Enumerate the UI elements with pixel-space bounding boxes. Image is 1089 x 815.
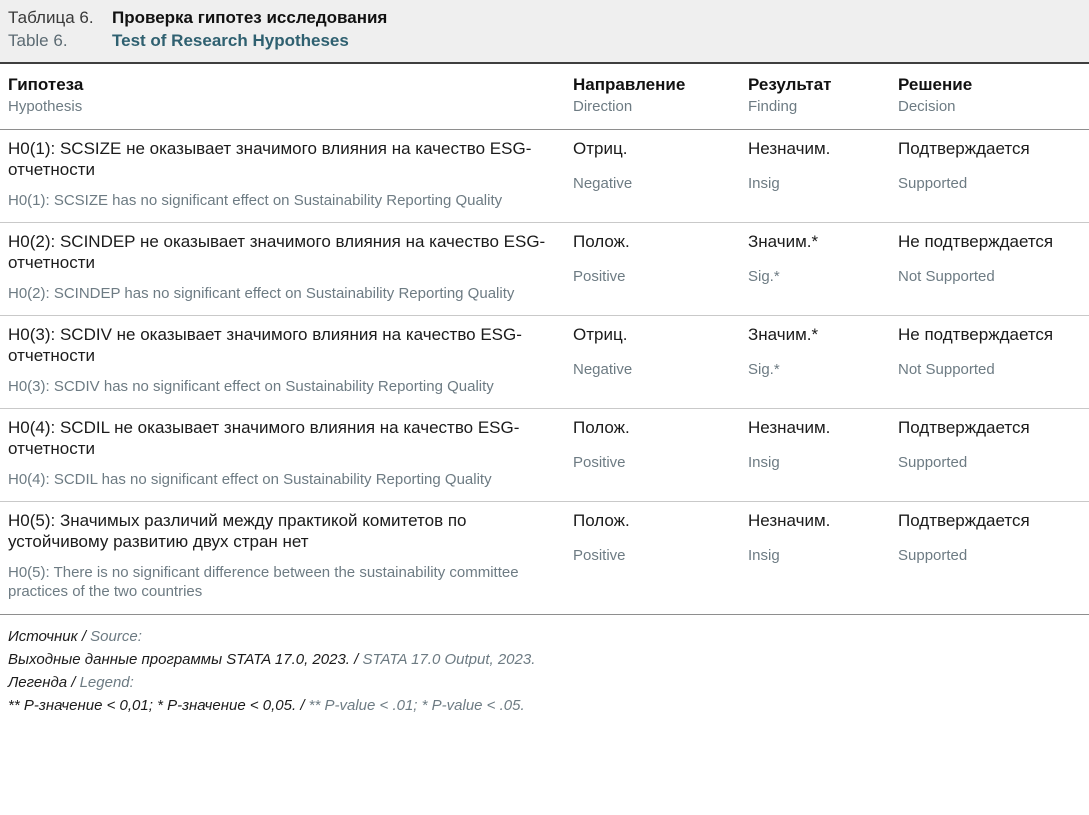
table-row <box>0 502 1089 614</box>
finding-ru: Значим.* <box>748 232 819 252</box>
source-label-ru: Источник / <box>8 627 91 645</box>
finding-ru: Значим.* <box>748 325 819 345</box>
source-label-en: Source: <box>90 627 142 645</box>
table-row <box>0 409 1089 502</box>
finding-ru: Незначим. <box>748 139 831 159</box>
direction-en: Positive <box>573 267 626 285</box>
column-header-direction <box>565 63 740 130</box>
cell-finding <box>740 316 890 409</box>
decision-ru: Подтверждается <box>898 511 1030 531</box>
table-row <box>0 223 1089 316</box>
direction-ru: Полож. <box>573 511 630 531</box>
cell-hypothesis <box>0 316 565 409</box>
column-header-finding-ru: Результат <box>748 75 832 94</box>
column-header-finding <box>740 63 890 130</box>
cell-decision <box>890 316 1089 409</box>
hypothesis-ru: H0(3): SCDIV не оказывает значимого влияния на качество ESG-отчетности <box>8 325 522 365</box>
table-header <box>0 63 1089 130</box>
decision-en: Supported <box>898 453 968 471</box>
finding-ru: Незначим. <box>748 418 831 438</box>
table-row <box>0 130 1089 223</box>
cell-finding <box>740 409 890 502</box>
column-header-hypothesis-ru: Гипотеза <box>8 75 84 94</box>
hypothesis-ru: H0(2): SCINDEP не оказывает значимого влияния на качество ESG-отчетности <box>8 232 546 272</box>
cell-decision <box>890 409 1089 502</box>
legend-value-en: ** P-value < .01; * P-value < .05. <box>308 697 525 715</box>
hypothesis-en: H0(3): SCDIV has no significant effect on Sustainability Reporting Quality <box>8 377 494 395</box>
cell-hypothesis <box>0 130 565 223</box>
cell-direction <box>565 502 740 614</box>
decision-ru: Подтверждается <box>898 139 1030 159</box>
cell-hypothesis <box>0 502 565 614</box>
cell-decision <box>890 223 1089 316</box>
caption-label-ru: Таблица 6. <box>8 8 94 27</box>
decision-ru: Не подтверждается <box>898 232 1054 252</box>
decision-ru: Подтверждается <box>898 418 1030 438</box>
table-notes <box>0 615 1089 718</box>
hypothesis-en: H0(2): SCINDEP has no significant effect on Sustainability Reporting Quality <box>8 284 515 302</box>
direction-en: Negative <box>573 360 633 378</box>
direction-en: Negative <box>573 174 633 192</box>
direction-ru: Отриц. <box>573 325 628 345</box>
legend-label-ru: Легенда / <box>8 674 80 692</box>
decision-en: Supported <box>898 546 968 564</box>
finding-en: Insig <box>748 453 780 471</box>
cell-hypothesis <box>0 409 565 502</box>
direction-ru: Полож. <box>573 232 630 252</box>
cell-direction <box>565 409 740 502</box>
column-header-decision-en: Decision <box>898 98 956 116</box>
source-value-ru: Выходные данные программы STATA 17.0, 2023. / <box>8 650 363 668</box>
cell-direction <box>565 130 740 223</box>
finding-en: Sig.* <box>748 360 780 378</box>
legend-value-line <box>8 694 1081 717</box>
caption-line-ru <box>8 8 1081 28</box>
caption-title-ru: Проверка гипотез исследования <box>112 8 388 27</box>
finding-en: Sig.* <box>748 267 780 285</box>
source-value-line <box>8 648 1081 671</box>
cell-decision <box>890 502 1089 614</box>
hypothesis-en: H0(1): SCSIZE has no significant effect on Sustainability Reporting Quality <box>8 191 503 209</box>
column-header-hypothesis <box>0 63 565 130</box>
cell-direction <box>565 223 740 316</box>
hypothesis-en: H0(4): SCDIL has no significant effect on Sustainability Reporting Quality <box>8 470 492 488</box>
direction-ru: Отриц. <box>573 139 628 159</box>
column-header-hypothesis-en: Hypothesis <box>8 98 83 116</box>
hypothesis-ru: H0(1): SCSIZE не оказывает значимого влияния на качество ESG-отчетности <box>8 139 532 179</box>
column-header-decision-ru: Решение <box>898 75 973 94</box>
column-header-direction-ru: Направление <box>573 75 686 94</box>
table-row <box>0 316 1089 409</box>
cell-direction <box>565 316 740 409</box>
finding-en: Insig <box>748 546 780 564</box>
caption-line-en <box>8 28 1081 51</box>
cell-finding <box>740 130 890 223</box>
legend-label-en: Legend: <box>79 674 134 692</box>
finding-en: Insig <box>748 174 780 192</box>
hypotheses-table <box>0 62 1089 615</box>
source-value-en: STATA 17.0 Output, 2023. <box>362 650 536 668</box>
column-header-direction-en: Direction <box>573 98 633 116</box>
table-body <box>0 130 1089 614</box>
hypothesis-ru: H0(4): SCDIL не оказывает значимого влияния на качество ESG-отчетности <box>8 418 520 458</box>
direction-ru: Полож. <box>573 418 630 438</box>
legend-value-ru: ** Р-значение < 0,01; * Р-значение < 0,05. / <box>8 697 309 715</box>
caption-title-en: Test of Research Hypotheses <box>112 31 349 50</box>
direction-en: Positive <box>573 453 626 471</box>
cell-hypothesis <box>0 223 565 316</box>
direction-en: Positive <box>573 546 626 564</box>
decision-ru: Не подтверждается <box>898 325 1054 345</box>
cell-decision <box>890 130 1089 223</box>
legend-label-line <box>8 671 1081 694</box>
table-caption <box>0 0 1089 62</box>
column-header-decision <box>890 63 1089 130</box>
source-label-line <box>8 625 1081 648</box>
header-row <box>0 63 1089 130</box>
hypothesis-en: H0(5): There is no significant difference between the sustainability committee practices of the two countries <box>8 563 519 601</box>
finding-ru: Незначим. <box>748 511 831 531</box>
decision-en: Not Supported <box>898 360 995 378</box>
cell-finding <box>740 502 890 614</box>
caption-label-en: Table 6. <box>8 31 68 50</box>
cell-finding <box>740 223 890 316</box>
column-header-finding-en: Finding <box>748 98 798 116</box>
decision-en: Not Supported <box>898 267 995 285</box>
decision-en: Supported <box>898 174 968 192</box>
hypothesis-ru: H0(5): Значимых различий между практикой комитетов по устойчивому развитию двух стран нет <box>8 511 467 551</box>
